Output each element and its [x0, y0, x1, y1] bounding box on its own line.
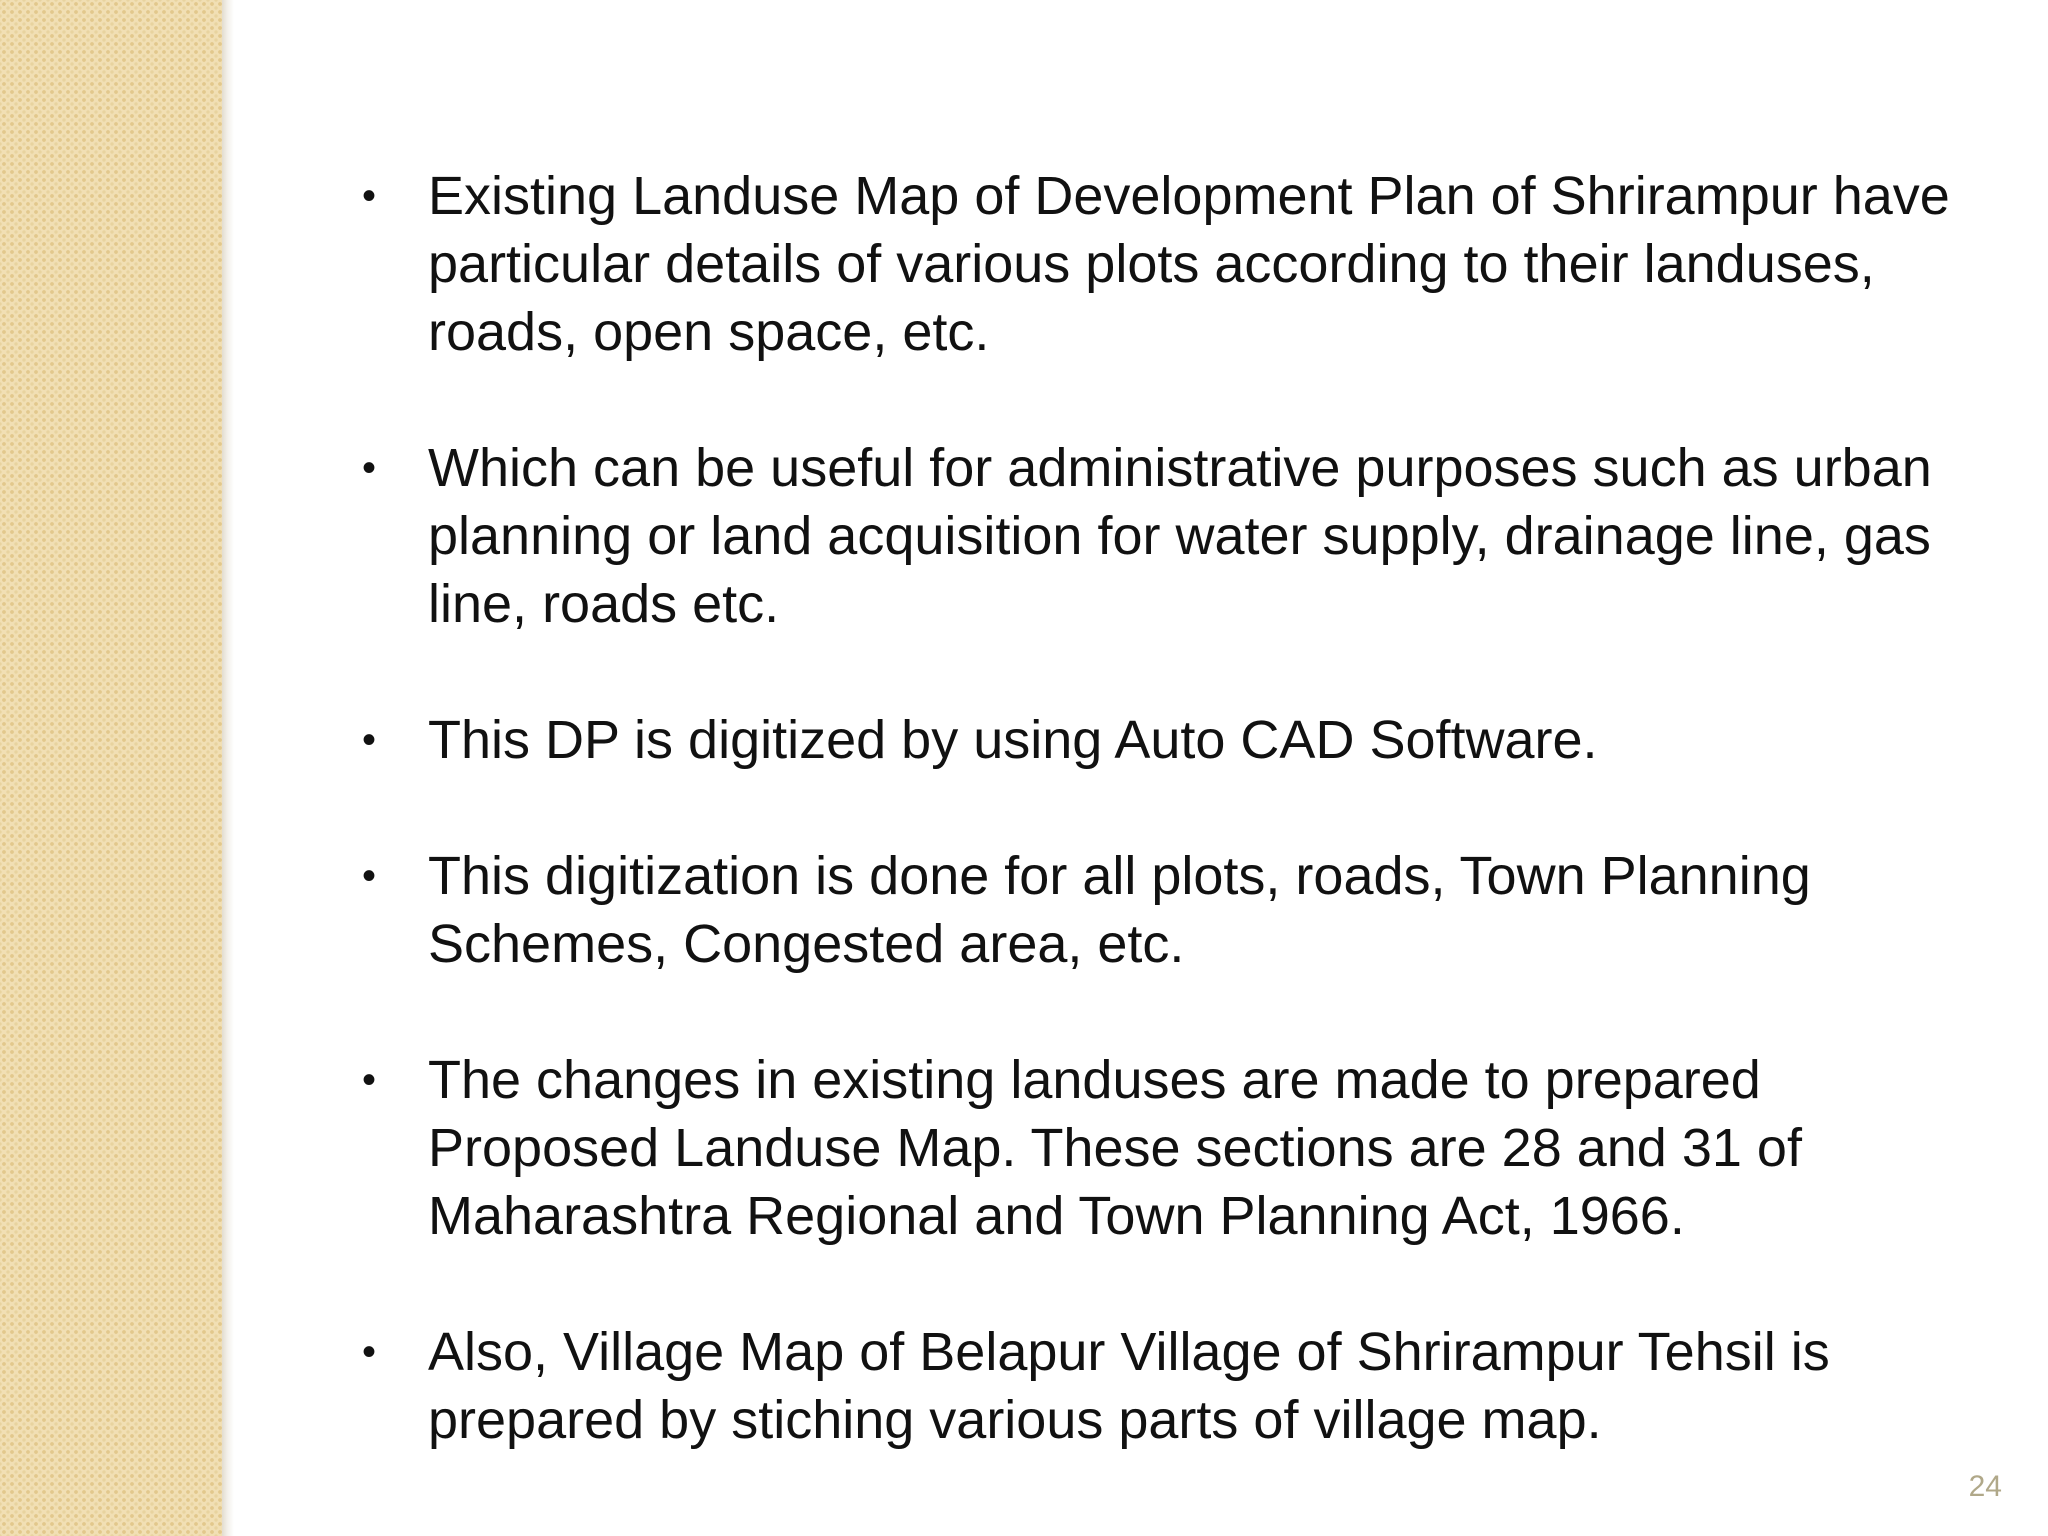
bullet-item: [362, 162, 1962, 366]
bullet-item: [362, 706, 1962, 774]
bullet-icon: •: [362, 1330, 377, 1374]
bullet-text: This DP is digitized by using Auto CAD Software.: [428, 710, 1598, 770]
bullet-icon: •: [362, 718, 377, 762]
bullet-item: [362, 1318, 1962, 1454]
bullet-text: Which can be useful for administrative purposes such as urban planning or land acquisition for water supply, drainage line, gas line, roads etc.: [428, 438, 1932, 634]
side-strip-shadow: [222, 0, 234, 1536]
bullet-icon: •: [362, 1058, 377, 1102]
bullet-item: [362, 434, 1962, 638]
bullet-icon: •: [362, 446, 377, 490]
bullet-icon: •: [362, 174, 377, 218]
slide-content: [362, 162, 1962, 1522]
bullet-list: [362, 162, 1962, 1454]
decorative-side-strip: [0, 0, 222, 1536]
bullet-text: Also, Village Map of Belapur Village of Shrirampur Tehsil is prepared by stiching various parts of village map.: [428, 1322, 1830, 1450]
bullet-text: Existing Landuse Map of Development Plan of Shrirampur have particular details of various plots according to their landuses, roads, open space, etc.: [428, 166, 1950, 362]
bullet-text: This digitization is done for all plots, roads, Town Planning Schemes, Congested area, etc.: [428, 846, 1811, 974]
page-number: 24: [1968, 1470, 2002, 1503]
bullet-text: The changes in existing landuses are made to prepared Proposed Landuse Map. These sections are 28 and 31 of Maharashtra Regional and Town Planning Act, 1966.: [428, 1050, 1802, 1246]
bullet-item: [362, 842, 1962, 978]
bullet-icon: •: [362, 854, 377, 898]
bullet-item: [362, 1046, 1962, 1250]
